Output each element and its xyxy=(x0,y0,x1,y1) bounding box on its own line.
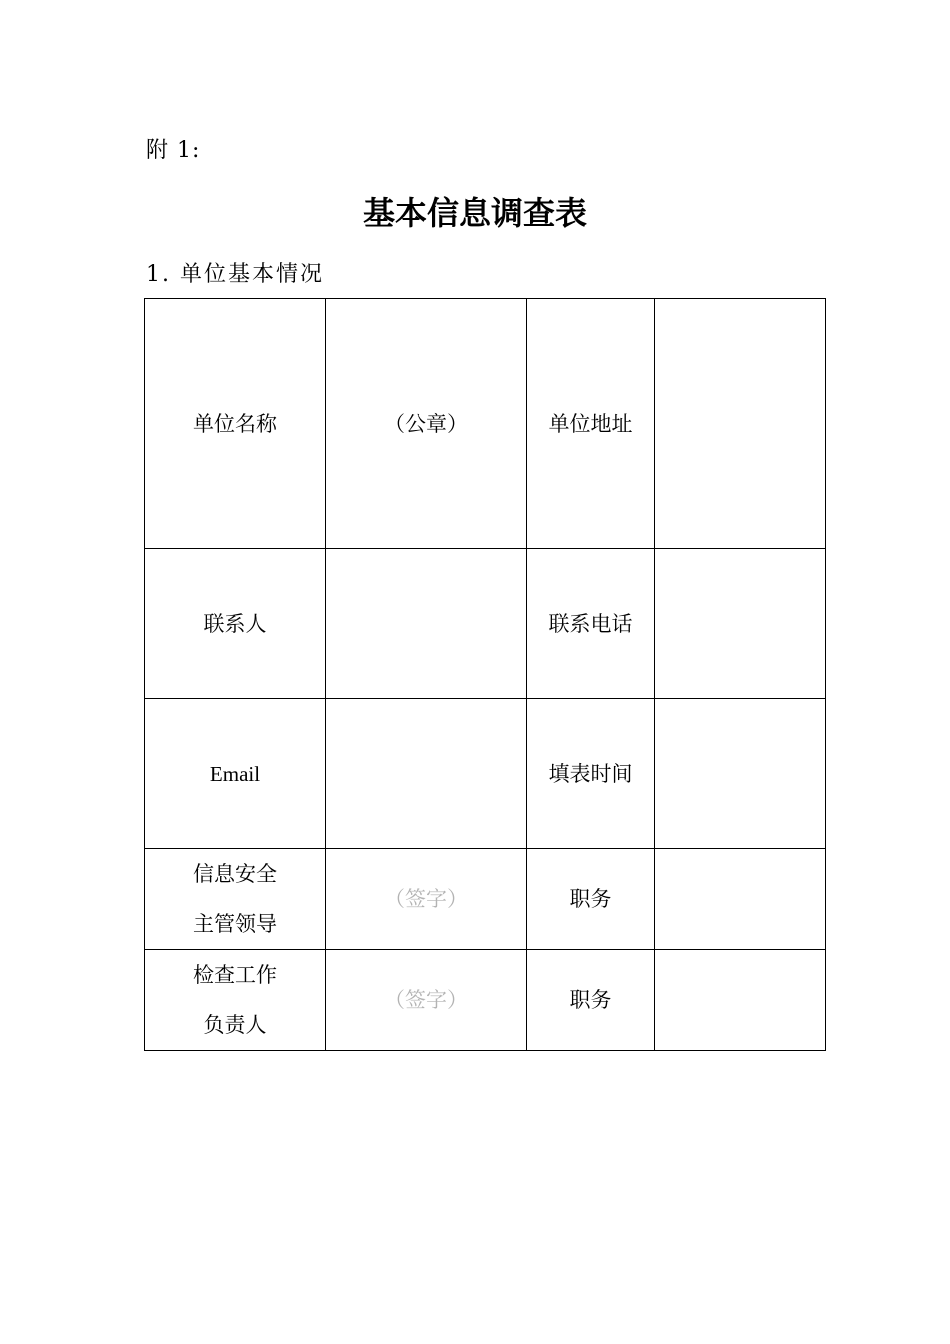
contact-phone-label: 联系电话 xyxy=(527,549,655,699)
table-row-security-leader xyxy=(145,849,826,950)
section-heading: 1. 单位基本情况 xyxy=(146,262,324,287)
email-value-cell[interactable] xyxy=(326,699,527,849)
security-leader-position-label: 职务 xyxy=(527,849,655,950)
contact-person-value-cell[interactable] xyxy=(326,549,527,699)
appendix-label: 附 1: xyxy=(146,138,201,163)
security-leader-signature-cell[interactable]: （签字） xyxy=(326,849,527,950)
contact-person-label: 联系人 xyxy=(145,549,326,699)
unit-address-value-cell[interactable] xyxy=(655,299,826,549)
unit-address-label: 单位地址 xyxy=(527,299,655,549)
security-leader-position-value-cell[interactable] xyxy=(655,849,826,950)
inspection-lead-label-line2: 负责人 xyxy=(203,1013,267,1037)
unit-name-label: 单位名称 xyxy=(145,299,326,549)
table-row-email xyxy=(145,699,826,849)
inspection-lead-position-value-cell[interactable] xyxy=(655,950,826,1051)
security-leader-label-line2: 主管领导 xyxy=(193,912,277,936)
table-row-inspection-lead xyxy=(145,950,826,1051)
table-row-contact xyxy=(145,549,826,699)
document-title: 基本信息调查表 xyxy=(362,194,587,232)
inspection-lead-signature-cell[interactable]: （签字） xyxy=(326,950,527,1051)
inspection-lead-position-label: 职务 xyxy=(527,950,655,1051)
unit-name-value-cell[interactable]: （公章） xyxy=(326,299,527,549)
fill-date-value-cell[interactable] xyxy=(655,699,826,849)
contact-phone-value-cell[interactable] xyxy=(655,549,826,699)
inspection-lead-label xyxy=(145,950,326,1051)
security-leader-label-line1: 信息安全 xyxy=(193,862,277,886)
inspection-lead-label-line1: 检查工作 xyxy=(193,963,277,987)
basic-info-table xyxy=(144,298,826,1051)
security-leader-label xyxy=(145,849,326,950)
fill-date-label: 填表时间 xyxy=(527,699,655,849)
table-row-unit-name xyxy=(145,299,826,549)
email-label: Email xyxy=(145,699,326,849)
